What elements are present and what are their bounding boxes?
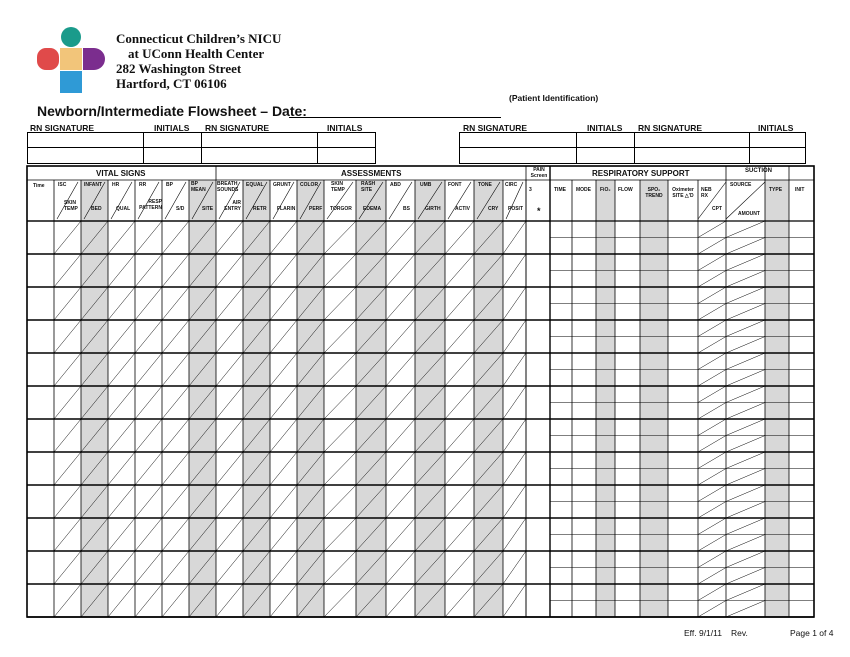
col-skin-temp-assess: SKIN TEMP — [331, 181, 345, 193]
cell-diagonal — [270, 353, 297, 386]
cell-diagonal — [162, 419, 189, 452]
cell-diagonal — [445, 518, 474, 551]
cell-diagonal — [108, 254, 135, 287]
cell-diagonal — [503, 452, 526, 485]
col-resp-time: TIME — [554, 187, 566, 193]
cell-diagonal — [216, 221, 243, 254]
cell-diagonal — [445, 584, 474, 617]
col-tone: TONE — [478, 182, 492, 188]
footer-page-number: Page 1 of 4 — [790, 628, 834, 638]
cell-diagonal — [135, 551, 162, 584]
cell-diagonal — [698, 535, 726, 552]
cell-diagonal — [54, 221, 81, 254]
cell-diagonal — [503, 320, 526, 353]
col-breath-sounds: BREATH SOUNDS — [217, 181, 239, 193]
cell-diagonal — [270, 386, 297, 419]
cell-diagonal — [445, 419, 474, 452]
cell-diagonal — [698, 320, 726, 337]
cell-diagonal — [216, 287, 243, 320]
cell-diagonal — [162, 287, 189, 320]
col-retr: RETR — [253, 206, 267, 212]
initials-label-3: INITIALS — [587, 123, 623, 133]
cell-diagonal — [503, 386, 526, 419]
cell-diagonal — [698, 601, 726, 618]
cell-diagonal — [108, 485, 135, 518]
cell-diagonal — [324, 419, 356, 452]
cell-diagonal — [54, 386, 81, 419]
cell-diagonal — [698, 485, 726, 502]
cell-diagonal — [135, 419, 162, 452]
cell-diagonal — [108, 419, 135, 452]
cell-diagonal — [726, 403, 765, 420]
cell-diagonal — [445, 254, 474, 287]
cell-diagonal — [324, 221, 356, 254]
cell-diagonal — [726, 337, 765, 354]
cell-diagonal — [503, 287, 526, 320]
cell-diagonal — [54, 419, 81, 452]
cell-diagonal — [216, 584, 243, 617]
respiratory-support-header: RESPIRATORY SUPPORT — [592, 169, 690, 178]
cell-diagonal — [445, 386, 474, 419]
pain-screen-header: PAIN Screen — [530, 167, 548, 179]
col-air-entry: AIR ENTRY — [224, 200, 241, 212]
cell-diagonal — [726, 304, 765, 321]
cell-diagonal — [726, 502, 765, 519]
cell-diagonal — [726, 353, 765, 370]
cell-diagonal — [216, 551, 243, 584]
page-title: Newborn/Intermediate Flowsheet – Date: — [37, 103, 307, 119]
col-flow: FLOW — [618, 187, 633, 193]
rn-signature-label-2: RN SIGNATURE — [205, 123, 270, 133]
col-perf: PERF — [309, 206, 323, 212]
cell-diagonal — [726, 551, 765, 568]
cell-diagonal — [726, 419, 765, 436]
col-site: SITE — [202, 206, 214, 212]
cell-diagonal — [108, 386, 135, 419]
col-abd: ABD — [390, 182, 401, 188]
org-subtitle: at UConn Health Center — [128, 46, 265, 61]
cell-diagonal — [386, 452, 415, 485]
col-rr: RR — [139, 182, 147, 188]
cell-diagonal — [445, 551, 474, 584]
cell-diagonal — [162, 320, 189, 353]
col-umb: UMB — [420, 182, 432, 188]
cell-diagonal — [270, 254, 297, 287]
cell-diagonal — [162, 386, 189, 419]
org-street: 282 Washington Street — [116, 61, 242, 76]
col-type: TYPE — [769, 187, 783, 193]
cell-diagonal — [54, 353, 81, 386]
rn-signature-label-1: RN SIGNATURE — [30, 123, 95, 133]
cell-diagonal — [135, 452, 162, 485]
col-isc: ISC — [58, 182, 67, 188]
cell-diagonal — [698, 271, 726, 288]
cell-diagonal — [386, 320, 415, 353]
cell-diagonal — [726, 238, 765, 255]
cell-diagonal — [698, 584, 726, 601]
cell-diagonal — [135, 386, 162, 419]
cell-diagonal — [324, 485, 356, 518]
col-bs: BS — [403, 206, 410, 212]
cell-diagonal — [698, 551, 726, 568]
col-qual: QUAL — [116, 206, 131, 212]
cell-diagonal — [216, 320, 243, 353]
cell-diagonal — [503, 353, 526, 386]
cell-diagonal — [162, 551, 189, 584]
col-edema: EDEMA — [363, 206, 382, 212]
cell-diagonal — [445, 452, 474, 485]
cell-diagonal — [386, 386, 415, 419]
cell-diagonal — [270, 551, 297, 584]
cell-diagonal — [698, 254, 726, 271]
col-bp-mean: BP MEAN — [191, 181, 206, 193]
cell-diagonal — [503, 419, 526, 452]
cell-diagonal — [726, 221, 765, 238]
cell-diagonal — [108, 320, 135, 353]
cell-diagonal — [698, 221, 726, 238]
cell-diagonal — [162, 518, 189, 551]
col-sd: S/D — [176, 206, 185, 212]
suction-header: SUCTION — [745, 168, 772, 174]
cell-diagonal — [503, 551, 526, 584]
cell-diagonal — [698, 436, 726, 453]
cell-diagonal — [698, 452, 726, 469]
cell-diagonal — [698, 469, 726, 486]
cell-diagonal — [503, 254, 526, 287]
cell-diagonal — [698, 386, 726, 403]
cell-diagonal — [698, 238, 726, 255]
col-cpt: CPT — [712, 206, 722, 212]
cell-diagonal — [698, 370, 726, 387]
col-hr: HR — [112, 182, 120, 188]
col-color: COLOR — [300, 182, 319, 188]
cell-diagonal — [386, 551, 415, 584]
cell-diagonal — [698, 304, 726, 321]
cell-diagonal — [386, 254, 415, 287]
col-rash-site: RASH SITE — [361, 181, 376, 193]
cell-diagonal — [54, 452, 81, 485]
cell-diagonal — [108, 452, 135, 485]
col-time: Time — [33, 183, 45, 189]
cell-diagonal — [135, 485, 162, 518]
col-infant: INFANT — [84, 182, 103, 188]
initials-label-4: INITIALS — [758, 123, 794, 133]
cell-diagonal — [216, 386, 243, 419]
cell-diagonal — [216, 419, 243, 452]
cell-diagonal — [726, 568, 765, 585]
cell-diagonal — [135, 254, 162, 287]
col-amount: AMOUNT — [738, 211, 760, 217]
cell-diagonal — [270, 584, 297, 617]
cell-diagonal — [270, 287, 297, 320]
cell-diagonal — [324, 287, 356, 320]
cell-diagonal — [324, 551, 356, 584]
col-resp-pattern: RESP PATTERN — [139, 199, 162, 211]
footer-effective-date: Eff. 9/1/11 — [684, 628, 722, 638]
cell-diagonal — [108, 287, 135, 320]
cell-diagonal — [162, 254, 189, 287]
cell-diagonal — [162, 485, 189, 518]
cell-diagonal — [270, 221, 297, 254]
cell-diagonal — [698, 337, 726, 354]
cell-diagonal — [445, 485, 474, 518]
vital-signs-header: VITAL SIGNS — [96, 169, 146, 178]
cell-diagonal — [726, 469, 765, 486]
cell-diagonal — [698, 403, 726, 420]
col-skin-temp: SKIN TEMP — [64, 200, 78, 212]
cell-diagonal — [324, 386, 356, 419]
cell-diagonal — [503, 221, 526, 254]
col-neb-rx: NEB RX — [701, 187, 712, 199]
col-circ: CIRC — [505, 182, 518, 188]
cell-diagonal — [54, 254, 81, 287]
cell-diagonal — [108, 221, 135, 254]
cell-diagonal — [135, 287, 162, 320]
initials-label-2: INITIALS — [327, 123, 363, 133]
cell-diagonal — [324, 254, 356, 287]
cell-diagonal — [726, 584, 765, 601]
initials-label-1: INITIALS — [154, 123, 190, 133]
cell-diagonal — [216, 485, 243, 518]
col-oximeter-site: Oximeter SITE △'D — [672, 187, 694, 199]
cell-diagonal — [162, 584, 189, 617]
cell-diagonal — [270, 518, 297, 551]
cell-diagonal — [726, 485, 765, 502]
cell-diagonal — [135, 353, 162, 386]
cell-diagonal — [270, 485, 297, 518]
col-pain-number: 3 — [529, 187, 532, 193]
cell-diagonal — [216, 353, 243, 386]
cell-diagonal — [698, 353, 726, 370]
cell-diagonal — [726, 370, 765, 387]
cell-diagonal — [726, 535, 765, 552]
cell-diagonal — [108, 584, 135, 617]
cell-diagonal — [54, 518, 81, 551]
cell-diagonal — [698, 502, 726, 519]
col-girth: GIRTH — [425, 206, 441, 212]
cell-diagonal — [445, 353, 474, 386]
col-mode: MODE — [576, 187, 591, 193]
col-fio2: FiO₂ — [600, 187, 611, 193]
cell-diagonal — [162, 221, 189, 254]
cell-diagonal — [726, 452, 765, 469]
cell-diagonal — [386, 221, 415, 254]
cell-diagonal — [108, 551, 135, 584]
cell-diagonal — [270, 452, 297, 485]
cell-diagonal — [445, 320, 474, 353]
cell-diagonal — [108, 518, 135, 551]
cell-diagonal — [726, 271, 765, 288]
cell-diagonal — [216, 518, 243, 551]
cell-diagonal — [135, 320, 162, 353]
cell-diagonal — [386, 419, 415, 452]
rn-signature-label-4: RN SIGNATURE — [638, 123, 703, 133]
cell-diagonal — [726, 601, 765, 618]
cell-diagonal — [54, 485, 81, 518]
col-spo2-trend: SPO₂ TREND — [645, 187, 663, 199]
cell-diagonal — [54, 584, 81, 617]
cell-diagonal — [386, 287, 415, 320]
col-posit: POSIT — [508, 206, 524, 212]
cell-diagonal — [324, 452, 356, 485]
cell-diagonal — [386, 485, 415, 518]
cell-diagonal — [135, 221, 162, 254]
col-pain-star: * — [537, 206, 541, 216]
col-grunt: GRUNT — [273, 182, 291, 188]
patient-identification-label: (Patient Identification) — [509, 93, 599, 103]
cell-diagonal — [698, 568, 726, 585]
cell-diagonal — [54, 320, 81, 353]
rn-signature-label-3: RN SIGNATURE — [463, 123, 528, 133]
cell-diagonal — [324, 353, 356, 386]
cell-diagonal — [162, 452, 189, 485]
cell-diagonal — [270, 419, 297, 452]
cell-diagonal — [698, 419, 726, 436]
cell-diagonal — [324, 518, 356, 551]
cell-diagonal — [324, 320, 356, 353]
cell-diagonal — [162, 353, 189, 386]
col-bp: BP — [166, 182, 173, 188]
org-city: Hartford, CT 06106 — [116, 76, 227, 91]
col-activ: ACTIV — [455, 206, 470, 212]
col-font: FONT — [448, 182, 462, 188]
cell-diagonal — [216, 254, 243, 287]
cell-diagonal — [386, 353, 415, 386]
col-equal: EQUAL — [246, 182, 264, 188]
cell-diagonal — [54, 551, 81, 584]
org-name: Connecticut Children’s NICU — [116, 31, 282, 46]
cell-diagonal — [726, 386, 765, 403]
cell-diagonal — [445, 287, 474, 320]
col-cry: CRY — [488, 206, 499, 212]
cell-diagonal — [503, 518, 526, 551]
col-source: SOURCE — [730, 182, 752, 188]
cell-diagonal — [698, 518, 726, 535]
assessments-header: ASSESSMENTS — [341, 169, 402, 178]
col-flarin: FLARIN — [277, 206, 296, 212]
cell-diagonal — [503, 485, 526, 518]
col-init: INIT — [795, 187, 805, 193]
cell-diagonal — [216, 452, 243, 485]
cell-diagonal — [135, 584, 162, 617]
cell-diagonal — [726, 518, 765, 535]
cell-diagonal — [270, 320, 297, 353]
footer-revision: Rev. — [731, 628, 748, 638]
cell-diagonal — [135, 518, 162, 551]
cell-diagonal — [386, 584, 415, 617]
cell-diagonal — [726, 287, 765, 304]
cell-diagonal — [54, 287, 81, 320]
cell-diagonal — [726, 436, 765, 453]
cell-diagonal — [726, 254, 765, 271]
cell-diagonal — [324, 584, 356, 617]
cell-diagonal — [445, 221, 474, 254]
col-bed: BED — [91, 206, 102, 212]
cell-diagonal — [386, 518, 415, 551]
col-torgor: TORGOR — [330, 206, 352, 212]
cell-diagonal — [503, 584, 526, 617]
cell-diagonal — [108, 353, 135, 386]
cell-diagonal — [698, 287, 726, 304]
cell-diagonal — [726, 320, 765, 337]
